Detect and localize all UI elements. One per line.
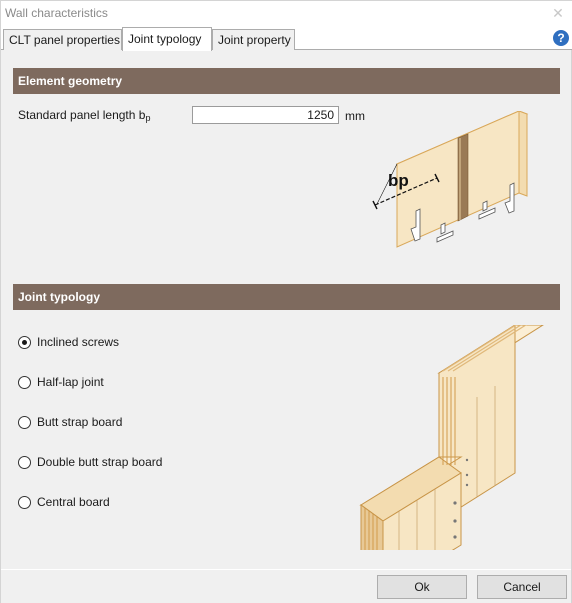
window-title: Wall characteristics — [5, 6, 108, 20]
radio-double-butt-strap-board[interactable] — [18, 456, 31, 469]
dialog-footer — [1, 569, 571, 603]
cancel-button[interactable]: Cancel — [477, 575, 567, 599]
tab-joint-typology[interactable]: Joint typology — [122, 27, 212, 51]
radio-half-lap-joint[interactable] — [18, 376, 31, 389]
joint-typology-header: Joint typology — [13, 284, 560, 310]
option-half-lap-joint[interactable] — [18, 373, 104, 391]
element-geometry-header: Element geometry — [13, 68, 560, 94]
label-butt-strap-board: Butt strap board — [37, 415, 123, 429]
radio-central-board[interactable] — [18, 496, 31, 509]
panel-geometry-drawing — [371, 111, 556, 263]
label-double-butt-strap-board: Double butt strap board — [37, 455, 163, 469]
option-central-board[interactable] — [18, 493, 110, 511]
panel-length-label: Standard panel length $b_p$ — [18, 108, 151, 123]
option-butt-strap-board[interactable] — [18, 413, 122, 431]
joint-typology-drawing — [357, 325, 547, 550]
label-half-lap-joint: Half-lap joint — [37, 375, 104, 389]
radio-butt-strap-board[interactable] — [18, 416, 31, 429]
label-central-board: Central board — [37, 495, 110, 509]
radio-inclined-screws[interactable] — [18, 336, 31, 349]
title-bar — [1, 1, 572, 27]
dimension-bp-label: bp — [388, 171, 409, 190]
help-icon[interactable]: ? — [553, 30, 569, 46]
tab-strip — [1, 27, 572, 50]
option-inclined-screws[interactable] — [18, 333, 119, 351]
tab-clt-panel-properties[interactable]: CLT panel properties — [3, 29, 122, 50]
label-inclined-screws: Inclined screws — [37, 335, 120, 349]
tab-panel — [1, 50, 571, 569]
close-icon[interactable]: ✕ — [552, 5, 564, 21]
panel-length-input[interactable] — [192, 106, 339, 124]
unit-label: mm — [345, 109, 365, 123]
option-double-butt-strap-board[interactable] — [18, 453, 162, 471]
ok-button[interactable]: Ok — [377, 575, 467, 599]
tab-joint-property[interactable]: Joint property — [212, 29, 295, 50]
